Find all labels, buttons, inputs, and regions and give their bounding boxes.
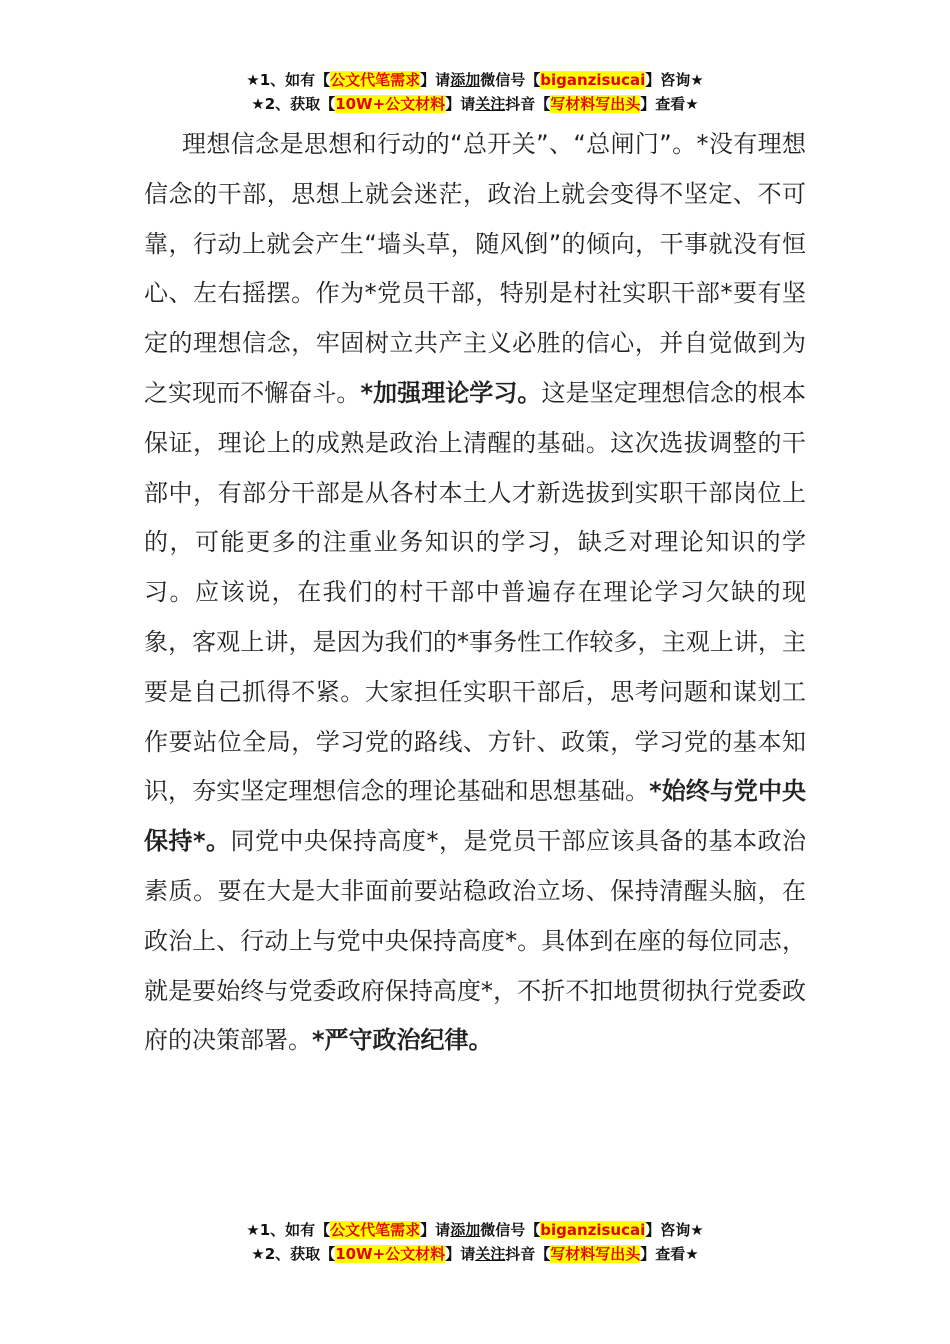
body-sentence: 同党中央保持高度*，是党员干部应该具备的基本政治素质。要在大是大非面前要站稳政治立场、保持清醒头脑，在政治上、行动上与党中央保持高度*。具体到在座的每位同志，就是要始终与党委政府保持高度*，不折不扣地贯彻执行党委政府的决策部署。	[144, 827, 806, 1055]
footer-banner	[0, 1218, 950, 1266]
banner-text: 微信号【	[480, 71, 541, 89]
highlighted-text: 公文代笔需求	[330, 1221, 421, 1239]
highlighted-text: 10W+公文材料	[335, 95, 446, 113]
document-body	[144, 120, 806, 1066]
banner-text: ★2、获取【	[251, 95, 336, 113]
banner-text: 】查看★	[640, 1245, 699, 1263]
bold-heading: *加强理论学习。	[360, 378, 542, 407]
banner-text: 】请	[420, 71, 451, 89]
banner-text: 】咨询★	[645, 1221, 704, 1239]
bold-heading: *始终与党中央保持*。	[144, 777, 806, 856]
highlighted-text: 10W+公文材料	[335, 1245, 446, 1263]
body-paragraph	[144, 120, 806, 1066]
banner-text: 】查看★	[640, 95, 699, 113]
underlined-text: 关注	[475, 1245, 506, 1263]
wechat-id-highlight: biganzisucai	[540, 71, 646, 89]
underlined-text: 关注	[475, 95, 506, 113]
banner-text: ★1、如有【	[246, 71, 331, 89]
banner-text: 抖音【	[505, 95, 551, 113]
underlined-text: 添加	[450, 71, 481, 89]
footer-banner-line-1	[0, 1218, 950, 1242]
banner-text: 】请	[420, 1221, 451, 1239]
banner-text: 抖音【	[505, 1245, 551, 1263]
banner-text: 】请	[445, 95, 476, 113]
banner-text: 】咨询★	[645, 71, 704, 89]
banner-text: ★2、获取【	[251, 1245, 336, 1263]
header-banner-line-1	[0, 68, 950, 92]
body-sentence: 理想信念是思想和行动的“总开关”、“总闸门”。*没有理想信念的干部，思想上就会迷茫，政治上就会变得不坚定、不可靠，行动上就会产生“墙头草，随风倒”的倾向，干事就没有恒心、左右摇摆。作为*党员干部，特别是村社实职干部*要有坚定的理想信念，牢固树立共产主义必胜的信心，并自觉做到为之实现而不懈奋斗。	[144, 130, 806, 407]
banner-text: ★1、如有【	[246, 1221, 331, 1239]
header-banner-line-2	[0, 92, 950, 116]
banner-text: 】请	[445, 1245, 476, 1263]
douyin-id-highlight: 写材料写出头	[550, 1245, 641, 1263]
footer-banner-line-2	[0, 1242, 950, 1266]
body-sentence: 这是坚定理想信念的根本保证，理论上的成熟是政治上清醒的基础。这次选拔调整的干部中，有部分干部是从各村本土人才新选拔到实职干部岗位上的，可能更多的注重业务知识的学习，缺乏对理论知识的学习。应该说，在我们的村干部中普遍存在理论学习欠缺的现象，客观上讲，是因为我们的*事务性工作较多，主观上讲，主要是自己抓得不紧。大家担任实职干部后，思考问题和谋划工作要站位全局，学习党的路线、方针、政策，学习党的基本知识，夯实坚定理想信念的理论基础和思想基础。	[144, 378, 807, 806]
bold-heading: *严守政治纪律。	[312, 1026, 493, 1055]
douyin-id-highlight: 写材料写出头	[550, 95, 641, 113]
header-banner	[0, 68, 950, 116]
highlighted-text: 公文代笔需求	[330, 71, 421, 89]
banner-text: 微信号【	[480, 1221, 541, 1239]
wechat-id-highlight: biganzisucai	[540, 1221, 646, 1239]
underlined-text: 添加	[450, 1221, 481, 1239]
